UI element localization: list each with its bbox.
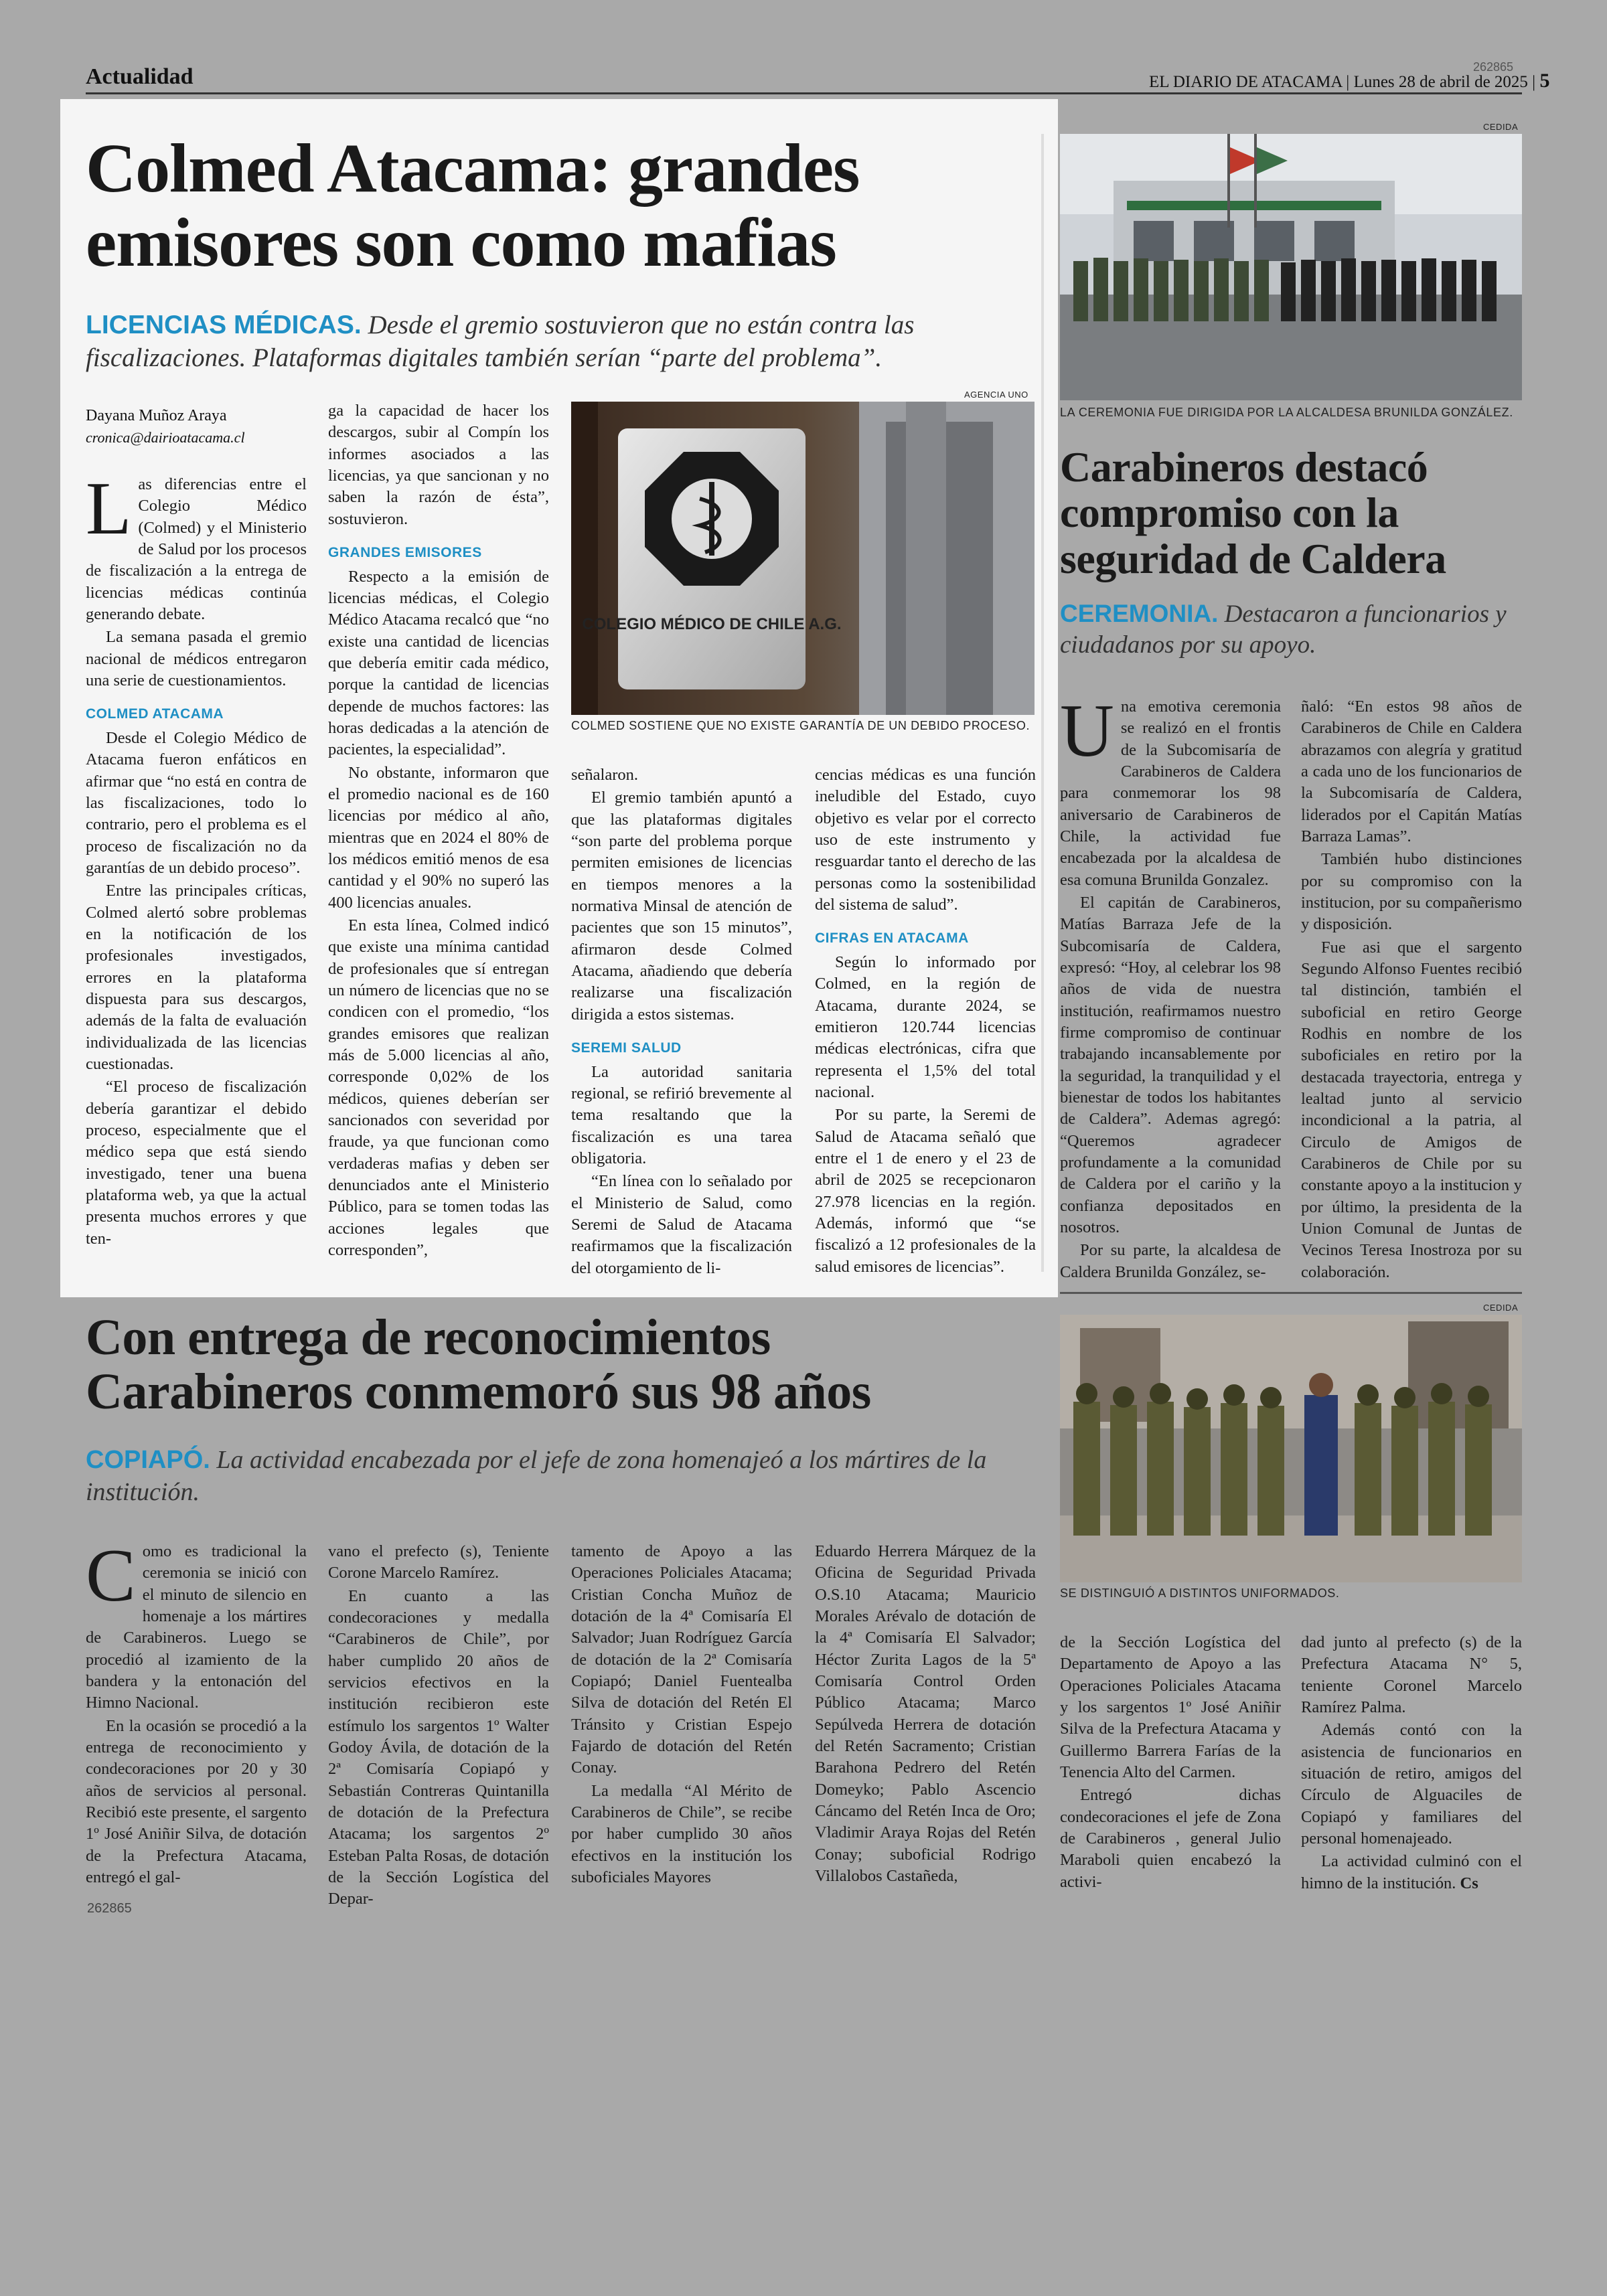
article2-deck <box>1060 598 1522 661</box>
photo-caption: SE DISTINGUIÓ A DISTINTOS UNIFORMADOS. <box>1060 1586 1340 1600</box>
article2-column-2: ñaló: “En estos 98 años de Carabineros de Chile en Caldera abrazamos con alegría y gratitud a cada uno de los funcionarios de la Subcomisaría de Caldera, liderados por el Capitán Matías Barraza Lamas”. También hubo distinciones por su compromiso con la institucion, por su compañerismo y disposición. Fue asi que el sargento Segundo Alfonso Fuentes recibió tal distinción, también el suboficial en retiro George Rodhis en nombre de los suboficiales en retiro por la destacada trayectoria, entrega y lealtad junto al servicio incondicional a la patria, al Circulo de Amigos de Carabineros de Chile por su constante apoyo a la institucion y por último, la presidenta de la Union Comunal de Juntas de Vecinos Teresa Inostroza por su colaboración. <box>1301 698 1522 1281</box>
caldera-ceremony-photo <box>1060 134 1522 400</box>
article3-column-4: Eduardo Herrera Márquez de la Oficina de Seguridad Privada O.S.10 Atacama; Mauricio Morales Arévalo de dotación de la 4ª Comisaría El Salvador; Héctor Zurita Lagos de la 5ª Comisaría Control Orden Público Atacama; Marco Sepúlveda Herrera de dotación del Retén Sacramento; Cristian Barahona Pedrero del Retén Domeyko; Pablo Ascencio Cáncamo del Retén Inca de Oro; Vladimir Araya Rojas del Retén Conay; suboficial Rodrigo Villalobos Castañeda, <box>815 1542 1036 1885</box>
article1-kicker: LICENCIAS MÉDICAS. <box>86 311 362 339</box>
caduceus-logo-icon <box>645 452 779 586</box>
drop-cap: U <box>1060 689 1114 772</box>
byline <box>86 407 307 446</box>
photo-illustration <box>1060 1315 1522 1582</box>
photo-credit: CEDIDA <box>1483 1303 1519 1313</box>
article1-deck <box>86 309 1023 375</box>
author-name: Dayana Muñoz Araya <box>86 407 227 424</box>
end-mark: Cs <box>1460 1874 1478 1892</box>
article3-deck <box>86 1445 1037 1508</box>
colmed-sign-photo <box>571 402 1035 715</box>
article1-column-2: ga la capacidad de hacer los descargos, subir al Compín los informes asociados a las licencias, ya que sancionan y no saben la razón de ésta”, sostuvieron. GRANDES EMISORES Respecto a la emisión de licencias médicas, el Colegio Médico Atacama recalcó que “no existe una cantidad de licencias que debería emitir cada médico, porque la cantidad de licencias depende de muchos factores: las horas dedicadas a la atención de pacientes, la especialidad”. No obstante, informaron que el promedio nacional es de 160 licencias por médico al año, mientras que en 2024 el 80% de los médicos emitió menos de esa cantidad y el 90% no superó las 400 licencias anuales. En esta línea, Colmed indicó que existe una mínima cantidad de profesionales que sí entregan un número de licencias que no se condicen con el promedio, “los grandes emisores que realizan más de 5.000 licencias al año, corresponde 0,02% de los médicos, quienes deberían ser sancionados con severidad por fraude, ya que funcionan como verdaderas mafias y deben ser denunciados ante el Ministerio Público, para se tomen todas las acciones legales que corresponden”, <box>328 402 549 1259</box>
page-number: 5 <box>1539 70 1550 92</box>
article1-column-1: Las diferencias entre el Colegio Médico (Colmed) y el Ministerio de Salud por los procesos de fiscalización a la entrega de licencias médicas continúa generando debate. La semana pasada el gremio nacional de médicos entregaron una serie de cuestionamientos. COLMED ATACAMA Desde el Colegio Médico de Atacama fueron enfáticos en afirmar que “no está en contra de las fiscalizaciones, todo lo contrario, pero el problema es el proceso de fiscalización no da garantías de un debido proceso”. Entre las principales críticas, Colmed alertó sobre problemas en la notificación de los profesionales investigados, errores en la plataforma dispuesta para sus descargos, además de la falta de evaluación individualizada de las licencias cuestionadas. “El proceso de fiscalización debería garantizar el debido proceso, especialmente que el médico sepa que está siendo investigado, tener una buena plataforma web, ya que la actual presenta muchos errores y que ten- <box>86 467 307 1248</box>
sign-text: COLEGIO MÉDICO DE CHILE A.G. <box>582 615 842 633</box>
article1-headline: Colmed Atacama: grandes emisores son como mafias <box>86 130 860 282</box>
subhead: GRANDES EMISORES <box>328 544 482 560</box>
newspaper-name: EL DIARIO DE ATACAMA <box>1149 73 1343 91</box>
subhead: COLMED ATACAMA <box>86 706 224 722</box>
article3-column-6: dad junto al prefecto (s) de la Prefectura Atacama N° 5, teniente Coronel Marcelo Ramírez Palma. Además contó con la asistencia de funcionarios en situación de retiro, amigos del Círculo de Alguaciles de Copiapó y familiares del personal homenajeado. La actividad culminó con el himno de la institución. Cs <box>1301 1633 1522 1892</box>
photo-caption: COLMED SOSTIENE QUE NO EXISTE GARANTÍA DE UN DEBIDO PROCESO. <box>571 719 1030 732</box>
photo-credit: CEDIDA <box>1483 122 1519 132</box>
article1-column-3: señalaron. El gremio también apuntó a que las plataformas digitales “son parte del problema porque permiten emisiones de licencias en tiempos menores a la normativa Minsal de atención de pacientes que son 15 minutos”, afirmaron desde Colmed Atacama, añadiendo que debería realizarse una fiscalización dirigida a estos sistemas. SEREMI SALUD La autoridad sanitaria regional, se refirió brevemente al tema resaltando que la fiscalización es una tarea obligatoria. “En línea con lo señalado por el Ministerio de Salud, como Seremi de Salud de Atacama reafirmamos que la fiscalización del otorgamiento de li- <box>571 766 792 1277</box>
article3-kicker: COPIAPÓ. <box>86 1446 210 1474</box>
article2-kicker: CEREMONIA. <box>1060 600 1219 627</box>
article3-column-2: vano el prefecto (s), Teniente Corone Marcelo Ramírez. En cuanto a las condecoraciones y medalla “Carabineros de Chile”, por haber cumplido 20 años de servicios efectivos en la institución recibieron este estímulo los sargentos 1º Walter Godoy Ávila, de dotación de la 2ª Comisaría Copiapó y Sebastián Contreras Quintanilla de dotación de la Prefectura Atacama; los sargentos 2º Esteban Palta Rosas, de dotación de la Sección Logística del Depar- <box>328 1542 549 1908</box>
column-rule <box>1041 134 1044 1272</box>
author-email: cronica@dairioatacama.cl <box>86 429 245 446</box>
article3-deck-text: La actividad encabezada por el jefe de zona homenajeó a los mártires de la institución. <box>86 1446 987 1506</box>
copiapo-ceremony-photo <box>1060 1315 1522 1582</box>
folio: EL DIARIO DE ATACAMA | Lunes 28 de abril de 2025 | 5 <box>1149 70 1550 92</box>
issue-date: Lunes 28 de abril de 2025 <box>1353 73 1528 91</box>
header-code: 262865 <box>1473 60 1514 74</box>
photo-credit: AGENCIA UNO <box>964 390 1028 400</box>
article2-column-1: Una emotiva ceremonia se realizó en el frontis de la Subcomisaría de Carabineros de Caldera para conmemorar los 98 aniversario de Carabineros de Chile, la actividad fue encabezada por la alcaldesa de esa comuna Brunilda Gonzalez. El capitán de Carabineros, Matías Barraza Jefe de la Subcomisaría de Caldera, expresó: “Hoy, al celebrar los 98 años de vida de nuestra institución, reafirmamos nuestro firme compromiso de continuar trabajando incansablemente por la seguridad, la tranquilidad y el bienestar de todos los habitantes de Caldera”. Ademas agregó: “Queremos agradecer profundamente a la comunidad de Caldera por el cariño y la confianza depositados en nosotros. Por su parte, la alcaldesa de Caldera Brunilda González, se- <box>1060 689 1281 1281</box>
photo-caption: LA CEREMONIA FUE DIRIGIDA POR LA ALCALDESA BRUNILDA GONZÁLEZ. <box>1060 406 1513 419</box>
section-label: Actualidad <box>86 64 194 89</box>
drop-cap: C <box>86 1534 136 1617</box>
subhead: CIFRAS EN ATACAMA <box>815 930 969 947</box>
article3-column-3: tamento de Apoyo a las Operaciones Policiales Atacama; Cristian Concha Muñoz de dotación de la 4ª Comisaría El Salvador; Juan Rodríguez García de dotación de la 2ª Comisaría Copiapó; Daniel Fuentealba Silva de dotación del Retén El Tránsito y Cristian Espejo Fajardo de dotación del Retén Conay. La medalla “Al Mérito de Carabineros de Chile”, se recibe por haber cumplido 30 años efectivos en la institución los suboficiales Mayores <box>571 1542 792 1886</box>
article3-column-1: Como es tradicional la ceremonia se inició con el minuto de silencio en homenaje a los mártires de Carabineros. Luego se procedió al izamiento de la bandera y la entonación del Himno Nacional. En la ocasión se procedió a la entrega de reconocimiento y condecoraciones por 20 y 30 años de servicios al personal. Recibió este presente, el sargento 1º José Aniñir Silva, de dotación de la Prefectura Atacama, entregó el gal- <box>86 1534 307 1886</box>
photo-illustration <box>571 402 1035 715</box>
header-rule <box>86 92 1522 94</box>
subhead: SEREMI SALUD <box>571 1040 682 1056</box>
article1-column-4: cencias médicas es una función ineludible del Estado, cuyo objetivo es velar por el correcto uso de este instrumento y resguardar tanto el derecho de las personas como la sostenibilidad del sistema de salud”. CIFRAS EN ATACAMA Según lo informado por Colmed, en la región de Atacama, durante 2024, se emitieron 120.744 licencias médicas electrónicas, cifra que representa el 1,5% del total nacional. Por su parte, la Seremi de Salud de Atacama señaló que entre el 1 de enero y el 23 de abril de 2025 se recepcionaron 27.978 licencias en la región. Además, informó que “se fiscalizó a 12 profesionales de la salud emisores de licencias”. <box>815 766 1036 1276</box>
article2-deck-text: Destacaron a funcionarios y ciudadanos por su apoyo. <box>1060 600 1507 659</box>
drop-cap: L <box>86 467 132 550</box>
section-rule <box>1060 1292 1522 1294</box>
photo-illustration <box>1060 134 1522 400</box>
article3-headline: Con entrega de reconocimientos Carabineros conmemoró sus 98 años <box>86 1309 871 1420</box>
article3-column-5: de la Sección Logística del Departamento de Apoyo a las Operaciones Policiales Atacama y los sargentos 1º José Aniñir Silva de la Prefectura Atacama y Guillermo Barrera Farías de la Tenencia Alto del Carmen. Entregó dichas condecoraciones el jefe de Zona de Carabineros , general Julio Maraboli quien encabezó la activi- <box>1060 1633 1281 1891</box>
footer-code: 262865 <box>87 1901 132 1916</box>
article2-headline: Carabineros destacó compromiso con la seguridad de Caldera <box>1060 443 1446 582</box>
article1-deck-text: Desde el gremio sostuvieron que no están contra las fiscalizaciones. Plataformas digitales también serían “parte del problema”. <box>86 311 915 372</box>
